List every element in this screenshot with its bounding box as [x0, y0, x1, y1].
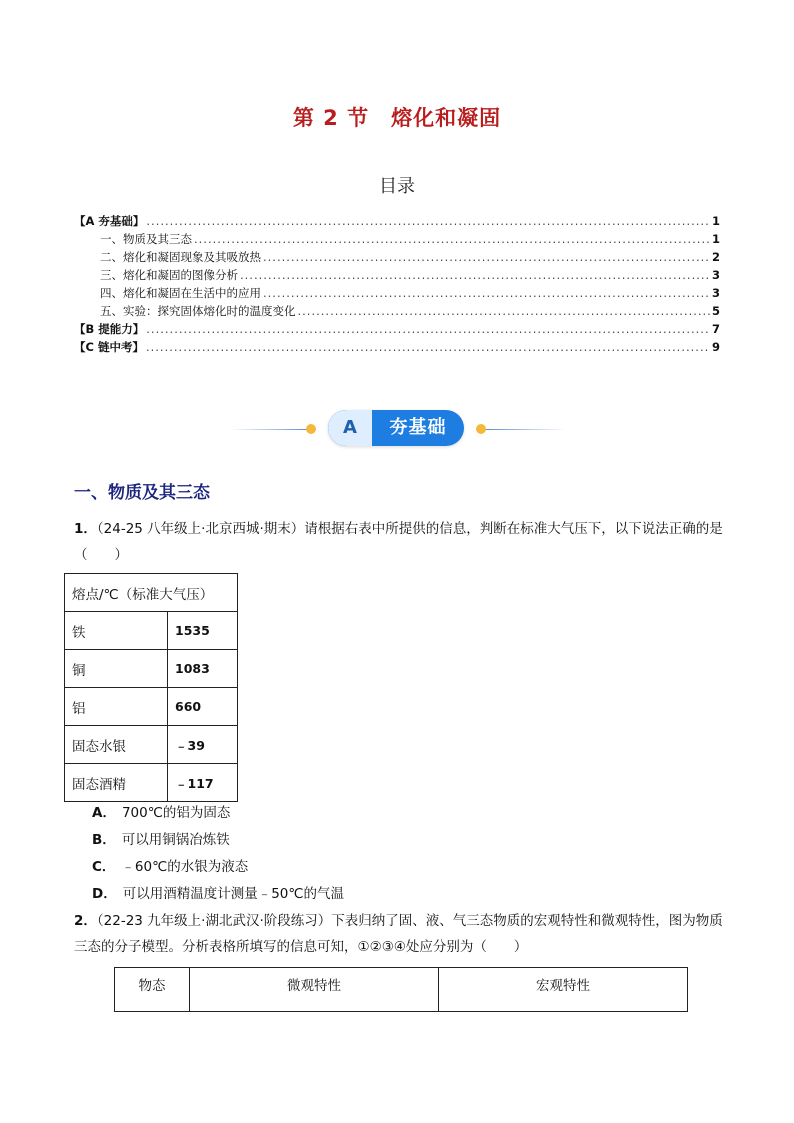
table-row [65, 612, 238, 650]
page-title: 第 2 节 熔化和凝固 [292, 106, 502, 130]
toc-page-number: 3 [711, 268, 720, 282]
option-text: 700℃的铝为固态 [121, 805, 231, 821]
option-text: 可以用酒精温度计测量﹣50℃的气温 [122, 886, 345, 902]
banner-pill [328, 410, 464, 446]
toc-leader-dots [263, 248, 710, 266]
toc-page-number: 1 [711, 232, 720, 246]
toc-leader-dots [263, 284, 710, 302]
state-header-cell: 物态 [115, 968, 190, 1012]
table-of-contents [74, 212, 720, 356]
toc-page-number: 3 [711, 286, 720, 300]
table-header-row [65, 574, 238, 612]
option-a[interactable] [92, 800, 344, 827]
toc-entry-c[interactable] [74, 338, 720, 356]
substance-cell: 铁 [65, 612, 168, 650]
option-b[interactable] [92, 827, 344, 854]
table-header-cell: 熔点/℃（标准大气压） [65, 574, 238, 612]
toc-entry-text: 【A 夯基础】 [74, 214, 145, 228]
table-row [65, 764, 238, 802]
macro-header-cell: 宏观特性 [439, 968, 688, 1012]
toc-entry-a[interactable] [74, 212, 720, 230]
melting-point-cell: 1535 [168, 612, 238, 650]
toc-title: 目录 [379, 176, 415, 197]
option-text: 可以用铜锅冶炼铁 [121, 832, 230, 848]
toc-entry-3[interactable] [74, 266, 720, 284]
toc-leader-dots [240, 266, 710, 284]
substance-cell: 固态水银 [65, 726, 168, 764]
toc-leader-dots [298, 302, 710, 320]
option-c[interactable] [92, 854, 344, 881]
banner-left-line [230, 429, 310, 430]
question-text: （24-25 八年级上·北京西城·期末）请根据右表中所提供的信息，判断在标准大气压下，以下说法正确的是（ ） [74, 521, 723, 563]
toc-leader-dots [146, 212, 710, 230]
micro-header-cell: 微观特性 [190, 968, 439, 1012]
substance-cell: 固态酒精 [65, 764, 168, 802]
answer-options [92, 800, 344, 908]
toc-entry-5[interactable] [74, 302, 720, 320]
toc-leader-dots [194, 230, 710, 248]
melting-point-table [64, 573, 238, 802]
toc-entry-text: 四、熔化和凝固在生活中的应用 [100, 286, 261, 300]
table-row [65, 650, 238, 688]
section-banner [230, 408, 566, 450]
toc-page-number: 5 [711, 304, 720, 318]
question-2 [74, 908, 724, 960]
option-letter: A． [92, 805, 116, 821]
toc-entry-text: 一、物质及其三态 [100, 232, 192, 246]
banner-label: 夯基础 [389, 417, 447, 438]
banner-right-line [486, 429, 566, 430]
toc-page-number: 2 [711, 250, 720, 264]
toc-leader-dots [146, 338, 710, 356]
banner-right-dot [476, 424, 486, 434]
toc-entry-text: 【B 提能力】 [74, 322, 145, 336]
table-row [65, 726, 238, 764]
question-1 [74, 516, 724, 568]
option-letter: D． [92, 886, 117, 902]
option-letter: B． [92, 832, 116, 848]
question-text: （22-23 九年级上·湖北武汉·阶段练习）下表归纳了固、液、气三态物质的宏观特性和微观特性，图为物质三态的分子模型。分析表格所填写的信息可知，①②③④处应分别为（ ） [74, 913, 723, 955]
toc-entry-4[interactable] [74, 284, 720, 302]
toc-entry-1[interactable] [74, 230, 720, 248]
toc-entry-2[interactable] [74, 248, 720, 266]
banner-left-dot [306, 424, 316, 434]
substance-cell: 铝 [65, 688, 168, 726]
toc-page-number: 1 [711, 214, 720, 228]
banner-letter: A [328, 410, 372, 446]
toc-entry-text: 五、实验：探究固体熔化时的温度变化 [100, 304, 296, 318]
melting-point-cell: 660 [168, 688, 238, 726]
substance-cell: 铜 [65, 650, 168, 688]
option-text: ﹣60℃的水银为液态 [121, 859, 249, 875]
toc-entry-text: 三、熔化和凝固的图像分析 [100, 268, 238, 282]
melting-point-cell: ﹣39 [168, 726, 238, 764]
table-header-row [115, 968, 688, 1012]
question-number: 1． [74, 521, 97, 537]
option-d[interactable] [92, 881, 344, 908]
section-heading: 一、物质及其三态 [74, 483, 210, 503]
toc-page-number: 9 [711, 340, 720, 354]
toc-page-number: 7 [711, 322, 720, 336]
question-number: 2． [74, 913, 97, 929]
table-row [65, 688, 238, 726]
toc-entry-b[interactable] [74, 320, 720, 338]
melting-point-cell: 1083 [168, 650, 238, 688]
toc-entry-text: 二、熔化和凝固现象及其吸放热 [100, 250, 261, 264]
toc-entry-text: 【C 链中考】 [74, 340, 144, 354]
option-letter: C． [92, 859, 116, 875]
toc-leader-dots [146, 320, 710, 338]
states-table [114, 967, 688, 1012]
melting-point-cell: ﹣117 [168, 764, 238, 802]
